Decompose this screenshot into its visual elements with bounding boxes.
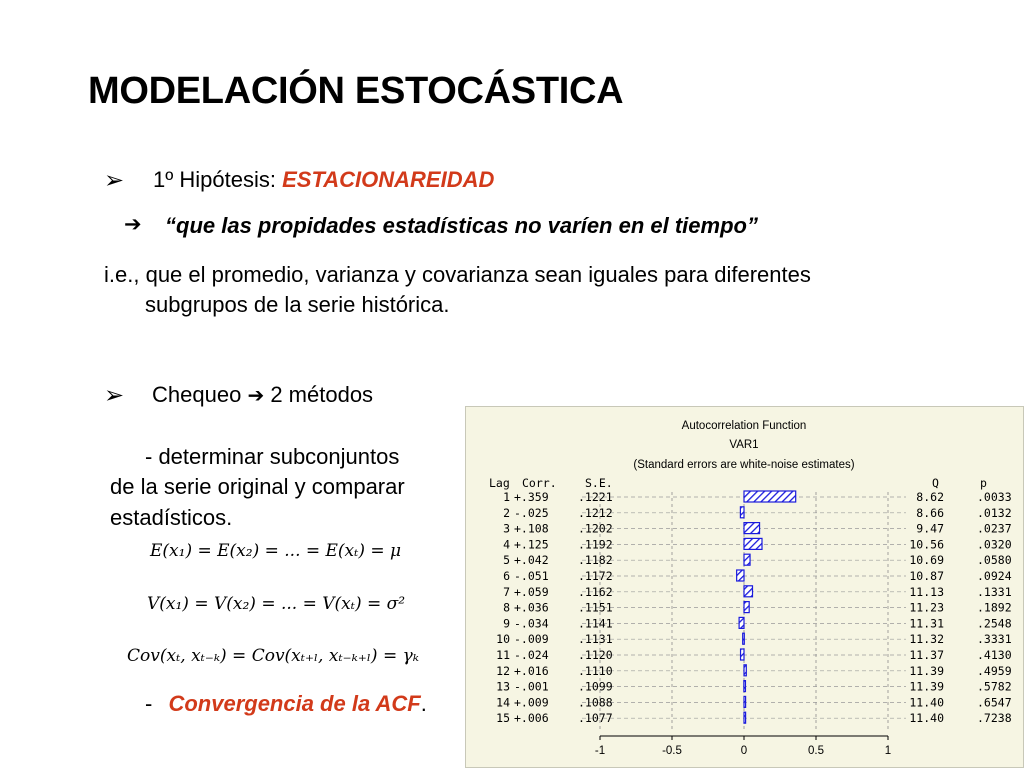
q-label: 10.69 bbox=[909, 553, 944, 568]
se-label: .1131 bbox=[578, 632, 613, 647]
p-label: .2548 bbox=[977, 616, 1012, 631]
q-label: 11.23 bbox=[909, 600, 944, 615]
check-line bbox=[152, 382, 373, 408]
acf-bar bbox=[744, 602, 749, 613]
p-label: .0033 bbox=[977, 490, 1012, 504]
p-label: .0237 bbox=[977, 521, 1012, 536]
formula-covariance: Cov(xₜ, xₜ₋ₖ) = Cov(xₜ₊ₗ, xₜ₋ₖ₊ₗ) = γₖ bbox=[127, 646, 419, 666]
q-label: 11.39 bbox=[909, 679, 944, 694]
acf-chart bbox=[466, 407, 1024, 769]
method1-line3: estadísticos. bbox=[110, 505, 233, 530]
corr-label: +.125 bbox=[514, 537, 549, 552]
lag-label: 7 bbox=[503, 584, 510, 599]
p-label: .7238 bbox=[977, 711, 1012, 726]
lag-label: 8 bbox=[503, 600, 510, 615]
se-label: .1182 bbox=[578, 553, 613, 568]
p-label: .0132 bbox=[977, 505, 1012, 520]
q-label: 11.40 bbox=[909, 695, 944, 710]
check-label: Chequeo bbox=[152, 382, 242, 407]
hypothesis-line bbox=[153, 167, 494, 193]
lag-label: 5 bbox=[503, 553, 510, 568]
check-methods: 2 métodos bbox=[270, 382, 374, 407]
q-label: 11.37 bbox=[909, 648, 944, 662]
p-label: .1892 bbox=[977, 600, 1012, 615]
se-label: .1172 bbox=[578, 569, 613, 583]
ie-label: i.e., bbox=[104, 262, 140, 287]
method1-line1: - determinar subconjuntos bbox=[145, 444, 400, 469]
acf-bar bbox=[743, 633, 745, 644]
ie-line-2: subgrupos de la serie histórica. bbox=[145, 292, 450, 317]
corr-label: -.009 bbox=[514, 632, 549, 647]
lag-label: 14 bbox=[496, 695, 510, 710]
lag-label: 10 bbox=[496, 632, 510, 647]
p-label: .3331 bbox=[977, 632, 1012, 647]
method2-dash: - bbox=[145, 691, 153, 716]
se-label: .1151 bbox=[578, 600, 613, 615]
p-label: .5782 bbox=[977, 679, 1012, 694]
corr-label: +.059 bbox=[514, 584, 549, 599]
acf-bar bbox=[744, 586, 752, 597]
p-label: .0924 bbox=[977, 569, 1012, 583]
q-label: 10.87 bbox=[909, 569, 944, 583]
se-label: .1192 bbox=[578, 537, 613, 552]
q-label: 11.39 bbox=[909, 663, 944, 678]
method1-line2: de la serie original y comparar bbox=[110, 474, 405, 499]
p-label: .1331 bbox=[977, 584, 1012, 599]
q-label: 11.13 bbox=[909, 584, 944, 599]
se-label: .1141 bbox=[578, 616, 613, 631]
se-label: .1202 bbox=[578, 521, 613, 536]
method2-period: . bbox=[420, 691, 427, 716]
slide-title: MODELACIÓN ESTOCÁSTICA bbox=[88, 70, 624, 112]
hypothesis-quote: “que las propidades estadísticas no varíen en el tiempo” bbox=[165, 213, 758, 238]
corr-label: +.006 bbox=[514, 711, 549, 726]
acf-bar bbox=[740, 507, 744, 518]
lag-label: 11 bbox=[496, 648, 510, 662]
chart-title: Autocorrelation Function bbox=[681, 420, 807, 432]
header-q: Q bbox=[932, 476, 939, 490]
hypothesis-keyword: ESTACIONAREIDAD bbox=[282, 167, 495, 192]
corr-label: -.024 bbox=[514, 648, 549, 662]
acf-bar bbox=[744, 665, 746, 676]
formula-variance: V(x₁) = V(x₂) = ... = V(xₜ) = σ² bbox=[147, 594, 406, 614]
lag-label: 13 bbox=[496, 679, 510, 694]
p-label: .0320 bbox=[977, 537, 1012, 552]
chart-subtitle: VAR1 bbox=[729, 439, 759, 451]
se-label: .1110 bbox=[578, 663, 613, 678]
lag-label: 2 bbox=[503, 505, 510, 520]
corr-label: -.001 bbox=[514, 679, 549, 694]
acf-bar bbox=[744, 523, 760, 534]
q-label: 11.40 bbox=[909, 711, 944, 726]
x-tick-label: -1 bbox=[594, 745, 606, 757]
corr-label: -.025 bbox=[514, 505, 549, 520]
ie-line-1 bbox=[104, 262, 811, 288]
x-tick-label: 0 bbox=[740, 745, 748, 757]
corr-label: -.034 bbox=[514, 616, 549, 631]
x-tick-label: 0.5 bbox=[808, 745, 824, 757]
lag-label: 6 bbox=[503, 569, 510, 583]
acf-bar bbox=[744, 491, 796, 502]
lag-label: 4 bbox=[503, 537, 510, 552]
header-corr: Corr. bbox=[522, 476, 557, 490]
right-arrow-icon: ➔ bbox=[124, 213, 142, 236]
se-label: .1221 bbox=[578, 490, 613, 504]
acf-chart-panel bbox=[465, 406, 1024, 768]
se-label: .1088 bbox=[578, 695, 613, 710]
se-label: .1212 bbox=[578, 505, 613, 520]
method2-text: Convergencia de la ACF bbox=[168, 691, 421, 716]
acf-bar bbox=[744, 696, 746, 707]
ie-text-1: que el promedio, varianza y covarianza sean iguales para diferentes bbox=[139, 262, 811, 287]
q-label: 11.32 bbox=[909, 632, 944, 647]
acf-bar bbox=[744, 554, 750, 565]
chart-note: (Standard errors are white-noise estimates) bbox=[633, 459, 855, 471]
right-arrow-icon: ➔ bbox=[247, 385, 265, 407]
q-label: 10.56 bbox=[909, 537, 944, 552]
q-label: 8.62 bbox=[916, 490, 944, 504]
q-label: 9.47 bbox=[916, 521, 944, 536]
acf-bar bbox=[741, 649, 744, 660]
se-label: .1099 bbox=[578, 679, 613, 694]
se-label: .1120 bbox=[578, 648, 613, 662]
header-se: S.E. bbox=[585, 476, 613, 490]
se-label: .1162 bbox=[578, 584, 613, 599]
arrow-bullet-icon: ➢ bbox=[104, 167, 125, 194]
arrow-bullet-icon: ➢ bbox=[104, 382, 125, 409]
x-tick-label: -0.5 bbox=[662, 745, 682, 757]
p-label: .4130 bbox=[977, 648, 1012, 662]
p-label: .6547 bbox=[977, 695, 1012, 710]
acf-bar bbox=[737, 570, 744, 581]
corr-label: +.359 bbox=[514, 490, 549, 504]
x-tick-label: 1 bbox=[884, 745, 892, 757]
formula-mean: E(x₁) = E(x₂) = ... = E(xₜ) = μ bbox=[150, 541, 402, 561]
se-label: .1077 bbox=[578, 711, 613, 726]
corr-label: +.016 bbox=[514, 663, 549, 678]
lag-label: 3 bbox=[503, 521, 510, 536]
q-label: 11.31 bbox=[909, 616, 944, 631]
acf-bar bbox=[744, 712, 746, 723]
lag-label: 1 bbox=[503, 490, 510, 504]
acf-bar bbox=[744, 681, 746, 692]
header-p: p bbox=[980, 476, 987, 490]
hypothesis-prefix: 1º Hipótesis: bbox=[153, 167, 283, 192]
lag-label: 15 bbox=[496, 711, 510, 726]
corr-label: +.036 bbox=[514, 600, 549, 615]
lag-label: 12 bbox=[496, 663, 510, 678]
p-label: .0580 bbox=[977, 553, 1012, 568]
lag-label: 9 bbox=[503, 616, 510, 631]
corr-label: -.051 bbox=[514, 569, 549, 583]
header-lag: Lag bbox=[489, 476, 510, 490]
acf-bar bbox=[739, 617, 744, 628]
corr-label: +.009 bbox=[514, 695, 549, 710]
q-label: 8.66 bbox=[916, 505, 944, 520]
corr-label: +.108 bbox=[514, 521, 549, 536]
method2-line bbox=[145, 691, 427, 717]
acf-bar bbox=[744, 538, 762, 549]
p-label: .4959 bbox=[977, 663, 1012, 678]
corr-label: +.042 bbox=[514, 553, 549, 568]
